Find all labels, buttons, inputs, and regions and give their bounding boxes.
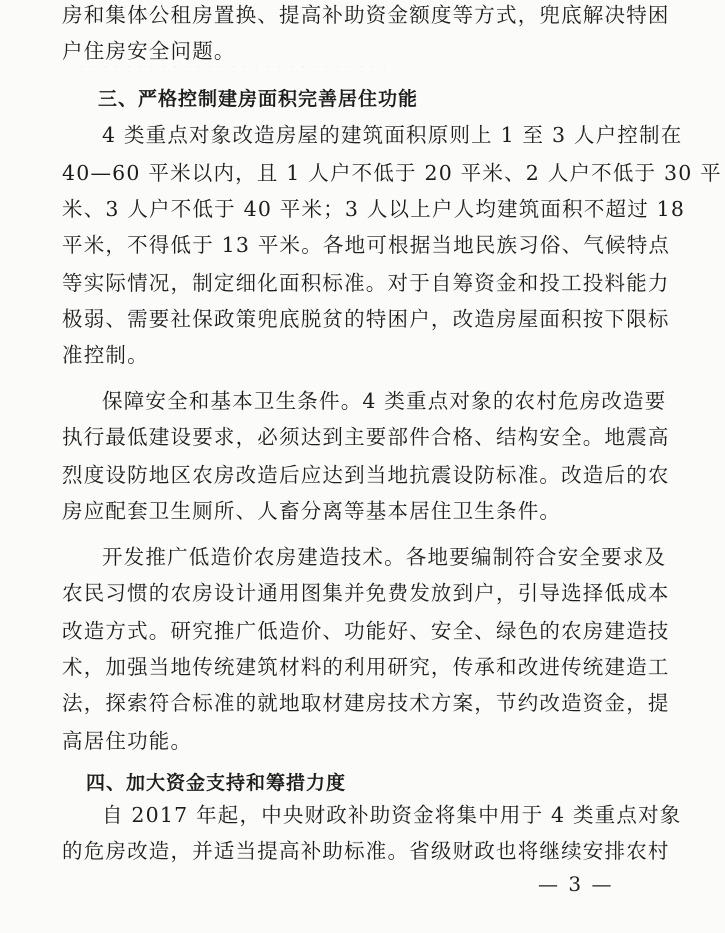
body-text-line: 烈度设防地区农房改造后应达到当地抗震设防标准。改造后的农 [62,463,670,487]
body-text-line: 平米，不得低于 13 平米。各地可根据当地民族习俗、气候特点 [62,233,671,257]
body-text-line: 改造方式。研究推广低造价、功能好、安全、绿色的农房建造技 [62,619,670,643]
body-text-line: 术，加强当地传统建筑材料的利用研究，传承和改进传统建造工 [62,655,670,679]
body-text-line: 极弱、需要社保政策兜底脱贫的特困户，改造房屋面积按下限标 [62,307,670,331]
page-number: — 3 — [538,872,614,896]
section-heading: 四、加大资金支持和筹措力度 [86,772,347,794]
body-text-line: 4 类重点对象改造房屋的建筑面积原则上 1 至 3 人户控制在 [102,123,683,147]
body-text-line: 农民习惯的农房设计通用图集并免费发放到户，引导选择低成本 [62,581,670,605]
body-text-line: 自 2017 年起，中央财政补助资金将集中用于 4 类重点对象 [102,803,682,827]
bleed-through-text: · · · · · · · · · · · · · · · · · · · · · · · · · · · [80,60,389,74]
body-text-line: 高居住功能。 [62,729,193,753]
body-text-line: 准控制。 [62,343,149,367]
body-text-line: 等实际情况，制定细化面积标准。对于自筹资金和投工投料能力 [62,271,670,295]
body-text-line: 开发推广低造价农房建造技术。各地要编制符合安全要求及 [102,545,667,569]
body-text-line: 40—60 平米以内，且 1 人户不低于 20 平米、2 人户不低于 30 平 [62,161,722,185]
body-text-line: 米、3 人户不低于 40 平米；3 人以上户人均建筑面积不超过 18 [62,197,686,221]
body-text-line: 房和集体公租房置换、提高补助资金额度等方式，兜底解决特困 [62,3,670,27]
body-text-line: 户住房安全问题。 [62,39,236,63]
section-heading: 三、严格控制建房面积完善居住功能 [98,88,419,110]
body-text-line: 的危房改造，并适当提高补助标准。省级财政也将继续安排农村 [62,839,670,863]
body-text-line: 房应配套卫生厕所、人畜分离等基本居住卫生条件。 [62,499,562,523]
body-text-line: 执行最低建设要求，必须达到主要部件合格、结构安全。地震高 [62,425,670,449]
body-text-line: 法，探索符合标准的就地取材建房技术方案，节约改造资金，提 [62,691,670,715]
body-text-line: 保障安全和基本卫生条件。4 类重点对象的农村危房改造要 [102,389,667,413]
